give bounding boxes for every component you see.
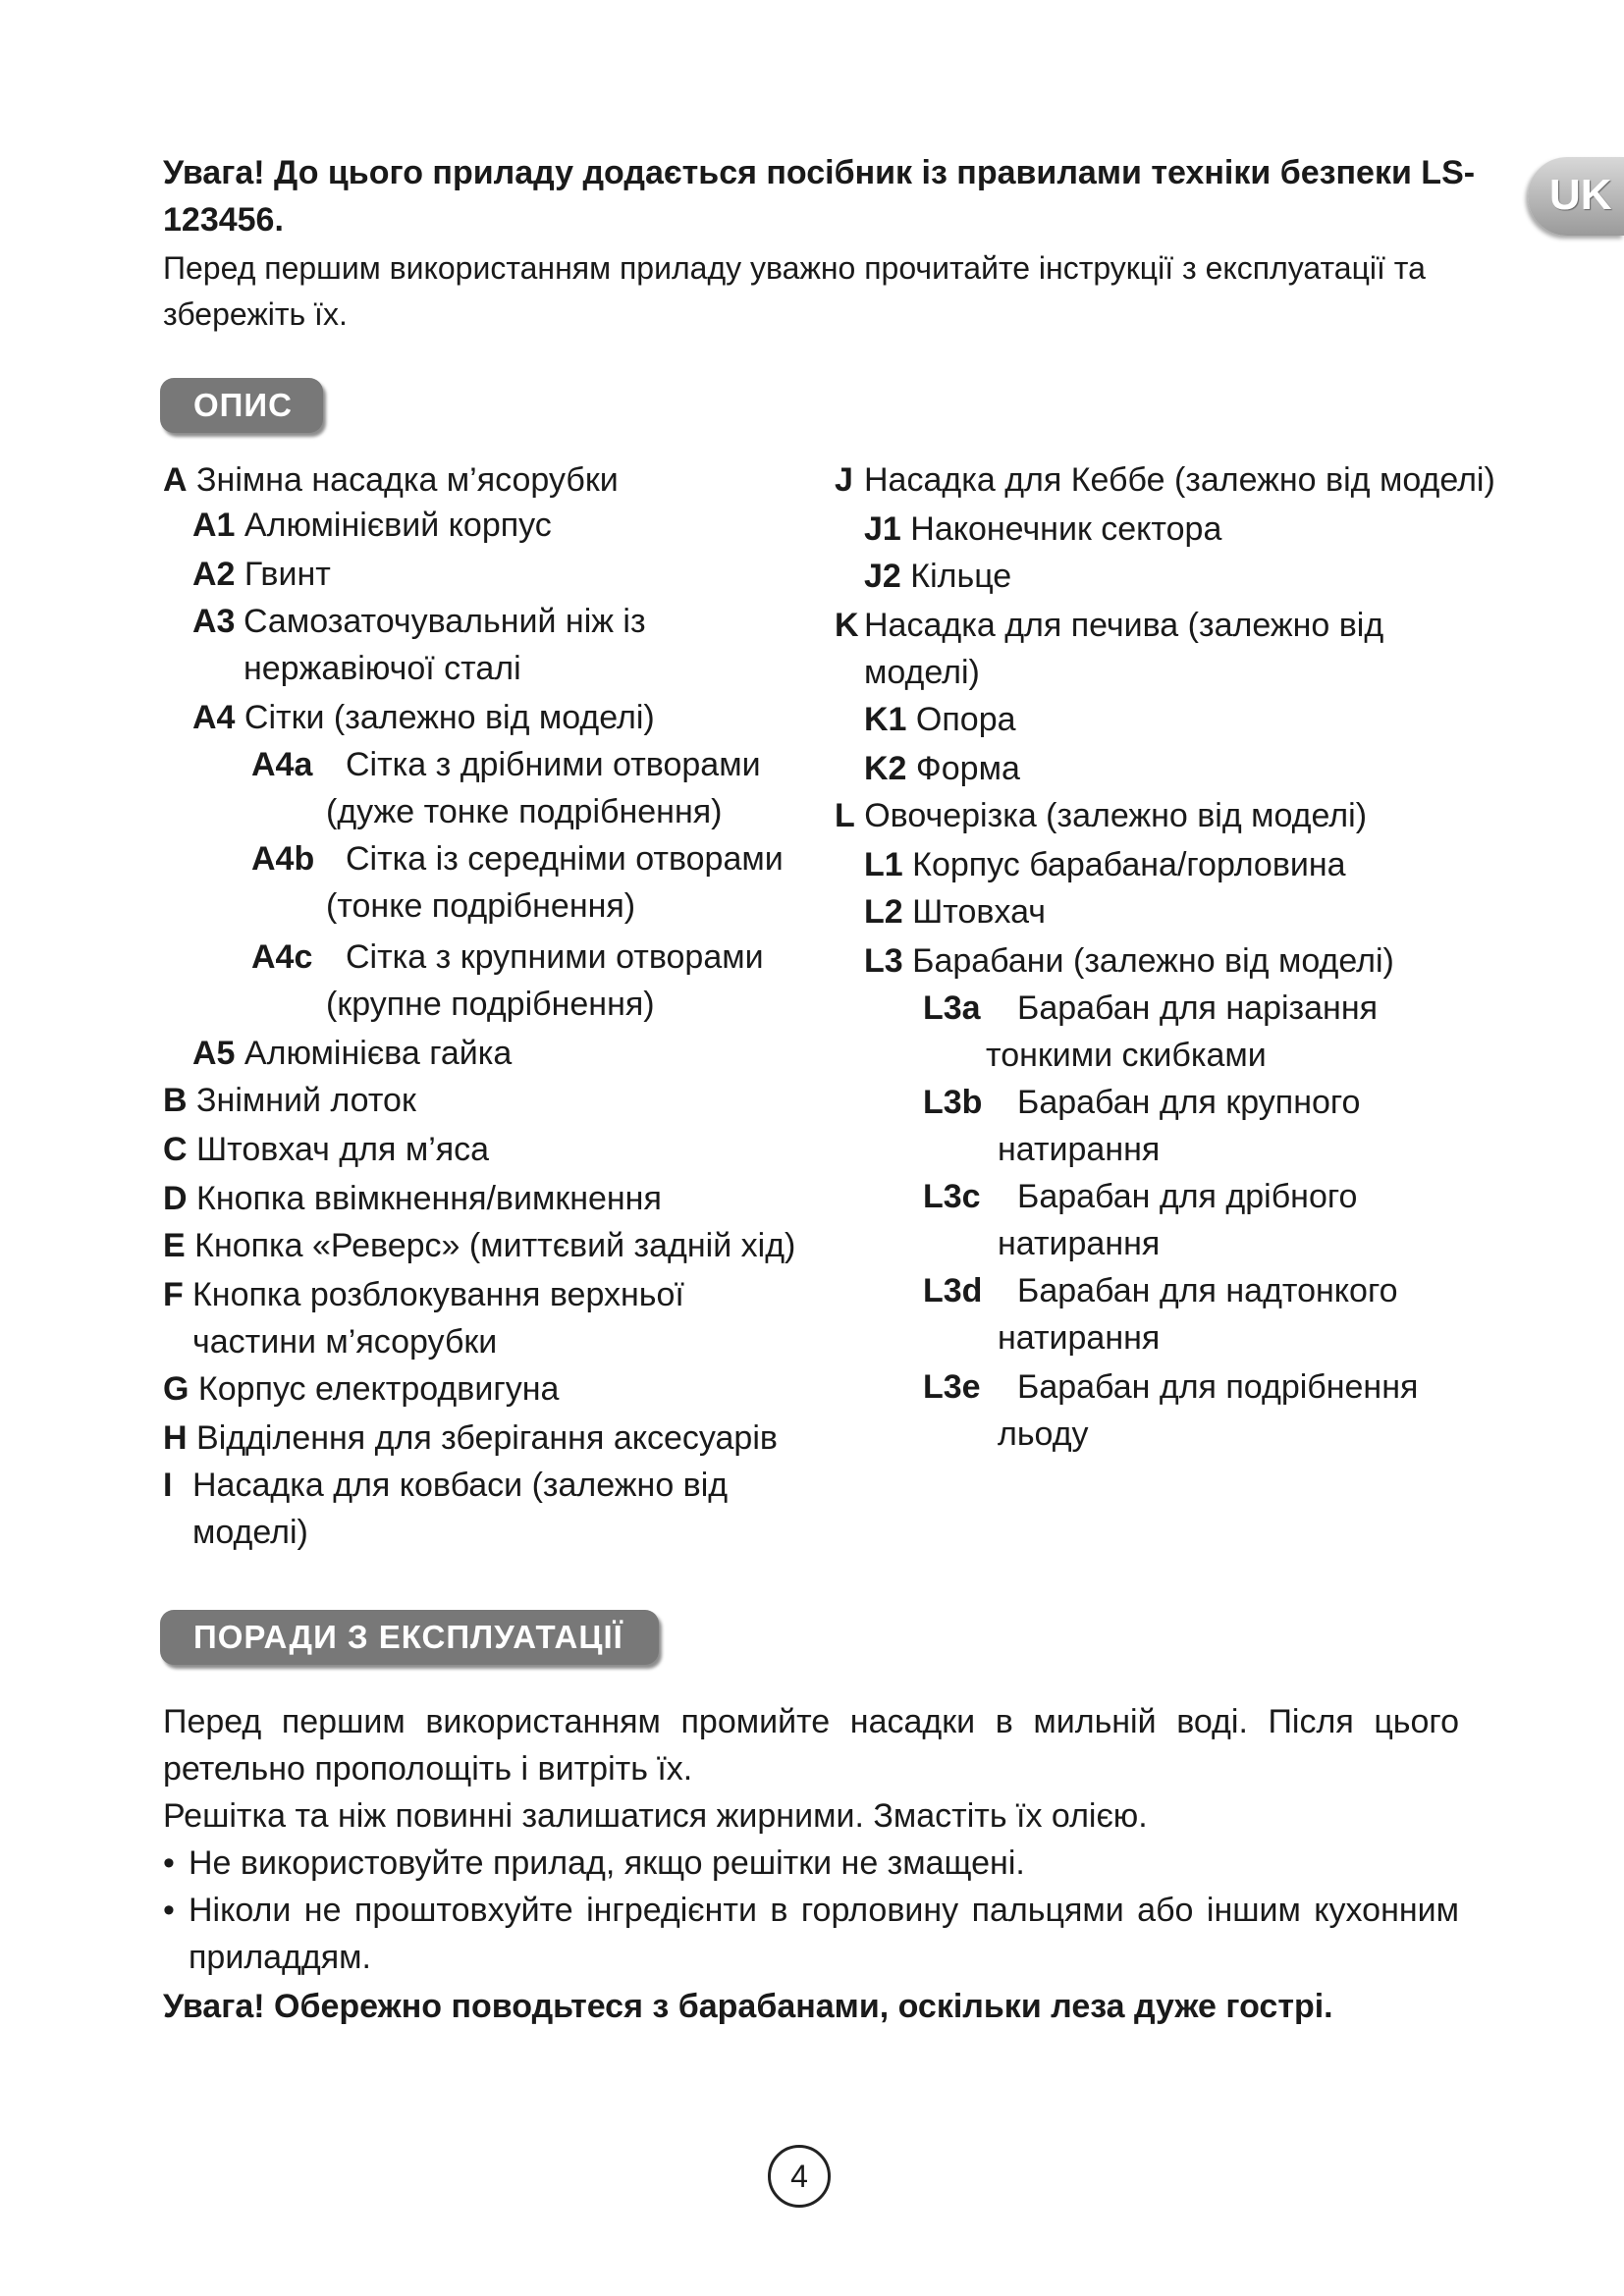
list-item: C Штовхач для м’яса bbox=[163, 1131, 490, 1168]
list-item: L3 Барабани (залежно від моделі) bbox=[864, 942, 1394, 980]
tips-bullet-1: • Не використовуйте прилад, якщо решітки не змащені. bbox=[163, 1840, 1459, 1887]
list-item: L3e Барабан для подрібнення льоду bbox=[923, 1368, 1419, 1453]
section-header-description: ОПИС bbox=[160, 378, 323, 433]
list-item: L1 Корпус барабана/горловина bbox=[864, 846, 1346, 883]
language-tab bbox=[1528, 157, 1624, 236]
list-item: F Кнопка розблокування верхньої частини м’ясорубки bbox=[163, 1276, 684, 1361]
list-item: L3a Барабан для нарізання тонкими скибками bbox=[923, 989, 1379, 1074]
list-item: B Знімний лоток bbox=[163, 1082, 416, 1119]
parts-list-right bbox=[835, 456, 1502, 1458]
list-item: A4b Сітка із середніми отворами (тонке подрібнення) bbox=[251, 840, 784, 925]
list-item: K Насадка для печива (залежно від моделі) bbox=[835, 607, 1384, 691]
tips-paragraph-2: Решітка та ніж повинні залишатися жирними. Змастіть їх олією. bbox=[163, 1797, 1148, 1835]
list-item: K2 Форма bbox=[864, 750, 1020, 787]
usage-tips bbox=[163, 1698, 1459, 2030]
intro bbox=[163, 149, 1498, 338]
list-item: D Кнопка ввімкнення/вимкнення bbox=[163, 1180, 662, 1217]
list-item: L3c Барабан для дрібного натирання bbox=[923, 1178, 1358, 1262]
intro-text: Перед першим використанням приладу уважно прочитайте інструкції з експлуатації та збережіть їх. bbox=[163, 250, 1426, 332]
list-item: L Овочерізка (залежно від моделі) bbox=[835, 797, 1368, 834]
section-header-tips: ПОРАДИ З ЕКСПЛУАТАЦІЇ bbox=[160, 1610, 659, 1665]
list-item: A4a Сітка з дрібними отворами (дуже тонке подрібнення) bbox=[251, 746, 761, 830]
list-item: J Насадка для Кеббе (залежно від моделі) bbox=[835, 461, 1495, 499]
tips-paragraph-1: Перед першим використанням промийте насадки в мильній воді. Після цього ретельно прополощіть і витріть їх. bbox=[163, 1703, 1459, 1788]
bullet-icon: • bbox=[163, 1844, 175, 1882]
list-item: A3 Самозаточувальний ніж із нержавіючої сталі bbox=[192, 603, 646, 687]
list-item: J2 Кільце bbox=[864, 558, 1012, 595]
parts-list-left bbox=[163, 456, 811, 1556]
tips-bullet-2: • Ніколи не проштовхуйте інгредієнти в горловину пальцями або іншим кухонним приладдям. bbox=[163, 1887, 1459, 1981]
list-item: J1 Наконечник сектора bbox=[864, 510, 1222, 548]
list-item: I Насадка для ковбаси (залежно від моделі) bbox=[163, 1467, 729, 1551]
list-item: L3d Барабан для надтонкого натирання bbox=[923, 1272, 1398, 1357]
page-number: 4 bbox=[768, 2145, 831, 2208]
bullet-icon: • bbox=[163, 1892, 175, 1929]
list-item: L2 Штовхач bbox=[864, 893, 1046, 931]
list-item: A2 Гвинт bbox=[192, 556, 331, 593]
list-item: K1 Опора bbox=[864, 701, 1016, 738]
list-item: A4c Сітка з крупними отворами (крупне подрібнення) bbox=[251, 938, 764, 1023]
list-item: A4 Сітки (залежно від моделі) bbox=[192, 699, 655, 736]
list-item: G Корпус електродвигуна bbox=[163, 1370, 560, 1408]
list-item: E Кнопка «Реверс» (миттєвий задній хід) bbox=[163, 1227, 796, 1264]
list-item: H Відділення для зберігання аксесуарів bbox=[163, 1419, 778, 1457]
list-item: L3b Барабан для крупного натирання bbox=[923, 1084, 1361, 1168]
list-item: A5 Алюмінієва гайка bbox=[192, 1035, 513, 1072]
safety-warning: Увага! До цього приладу додається посібник із правилами техніки безпеки LS-123456. bbox=[163, 154, 1476, 239]
blade-warning: Увага! Обережно поводьтеся з барабанами, оскільки леза дуже гострі. bbox=[163, 1988, 1333, 2025]
list-item: A1 Алюмінієвий корпус bbox=[192, 507, 552, 544]
language-tab-label: UK bbox=[1549, 171, 1612, 219]
list-item: A Знімна насадка м’ясорубки bbox=[163, 461, 619, 499]
